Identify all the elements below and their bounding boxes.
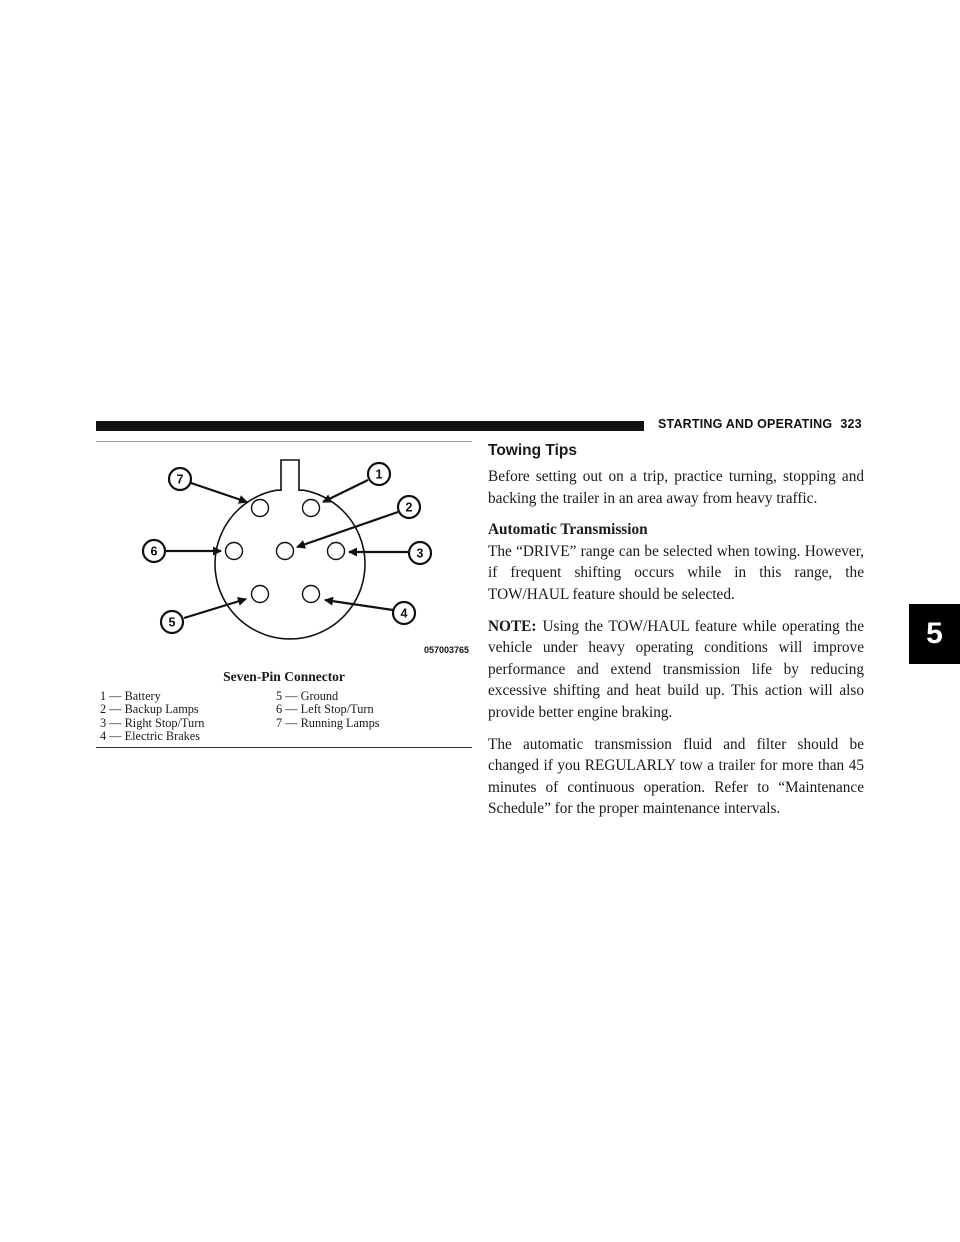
section-name: STARTING AND OPERATING (658, 417, 833, 431)
note-paragraph (488, 616, 864, 724)
legend-item: 4 — Electric Brakes (100, 728, 201, 743)
pin-6 (226, 543, 243, 560)
figure-bottom-rule (96, 747, 472, 748)
fluid-paragraph: The automatic transmission fluid and filter should be changed if you REGULARLY tow a trailer for more than 45 minutes of continuous operation. Refer to “Maintenance Schedule” for the proper maintenance intervals. (488, 735, 864, 818)
legend-item: 6 — Left Stop/Turn (276, 702, 374, 717)
arrow-7 (191, 483, 247, 502)
seven-pin-connector-diagram (96, 445, 472, 655)
arrow-1 (323, 480, 368, 502)
intro-paragraph: Before setting out on a trip, practice turning, stopping and backing the trailer in an area away from heavy traffic. (488, 468, 864, 507)
pin-1 (303, 500, 320, 517)
callout-label-7: 7 (176, 472, 184, 487)
figure-legend (100, 690, 472, 743)
figure-image-code: 057003765 (423, 645, 469, 655)
arrow-4 (325, 600, 393, 610)
legend-item: 1 — Battery (100, 689, 161, 703)
subheading: Automatic Transmission (488, 521, 648, 539)
section-title: Towing Tips (488, 442, 577, 459)
callout-label-6: 6 (150, 544, 158, 559)
figure-top-rule (96, 441, 472, 442)
pin-2 (277, 543, 294, 560)
note-text: Using the TOW/HAUL feature while operating the vehicle under heavy operating conditions will improve performance and extend transmission life by reducing excessive shifting and heat build up. This action will also provide better engine braking. (488, 617, 864, 721)
legend-item: 7 — Running Lamps (276, 715, 380, 730)
legend-item: 3 — Right Stop/Turn (100, 715, 205, 730)
figure (96, 441, 472, 751)
legend-left-column (100, 690, 276, 743)
callout-label-5: 5 (168, 615, 176, 630)
legend-item: 5 — Ground (276, 689, 339, 703)
header-rule (96, 421, 644, 431)
legend-right-column (276, 690, 472, 743)
pin-7 (252, 500, 269, 517)
pin-3 (328, 543, 345, 560)
running-header (658, 417, 862, 431)
note-label: NOTE: (488, 617, 537, 635)
main-text-column (488, 441, 864, 830)
callout-label-3: 3 (416, 546, 424, 561)
chapter-tab: 5 (909, 604, 960, 664)
page-number: 323 (840, 417, 862, 431)
drive-paragraph: The “DRIVE” range can be selected when towing. However, if frequent shifting occurs while in this range, the TOW/HAUL feature should be selected. (488, 542, 864, 603)
legend-item: 2 — Backup Lamps (100, 702, 199, 717)
callout-label-2: 2 (405, 500, 413, 515)
arrow-2 (297, 512, 398, 547)
callout-label-1: 1 (375, 467, 383, 482)
pin-4 (303, 586, 320, 603)
arrow-5 (184, 599, 246, 618)
callout-label-4: 4 (400, 606, 408, 621)
pin-5 (252, 586, 269, 603)
figure-caption: Seven-Pin Connector (223, 669, 345, 684)
